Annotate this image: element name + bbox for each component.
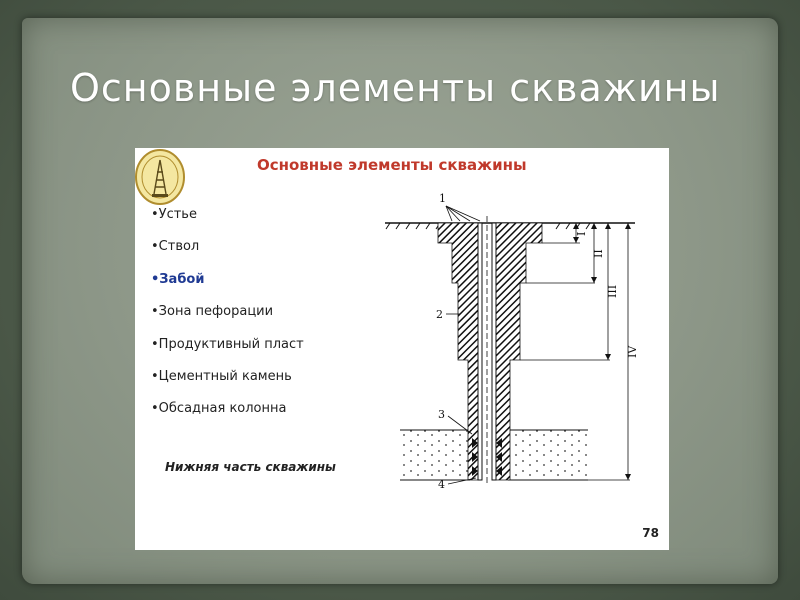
well-diagram — [380, 188, 660, 498]
diagram-caption: Нижняя часть скважины — [165, 460, 336, 474]
label-1: 1 — [439, 192, 446, 205]
page-number: 78 — [642, 526, 659, 540]
list-item: •Продуктивный пласт — [151, 336, 304, 352]
list-item: •Зона пефорации — [151, 304, 274, 320]
casing-right — [492, 223, 496, 480]
productive-layer-left — [400, 430, 470, 480]
diagram-heading: Основные элементы скважины — [257, 156, 527, 174]
elements-list — [151, 206, 304, 433]
list-item: •Ствол — [151, 239, 200, 255]
casing-left — [478, 223, 482, 480]
label-3: 3 — [438, 408, 445, 421]
list-item: •Обсадная колонна — [151, 401, 287, 417]
label-III: III — [606, 284, 619, 298]
list-item: •Цементный камень — [151, 368, 292, 384]
label-4: 4 — [438, 478, 445, 491]
slide-title: Основные элементы скважины — [70, 66, 721, 110]
university-logo — [135, 148, 185, 206]
list-item: •Устье — [151, 207, 197, 222]
slide-image — [135, 148, 669, 550]
label-II: II — [592, 249, 605, 258]
label-IV: IV — [626, 345, 639, 358]
productive-layer-right — [508, 430, 588, 480]
label-2: 2 — [436, 308, 443, 321]
label-I: I — [575, 231, 588, 236]
list-item: •Забой — [151, 271, 205, 287]
